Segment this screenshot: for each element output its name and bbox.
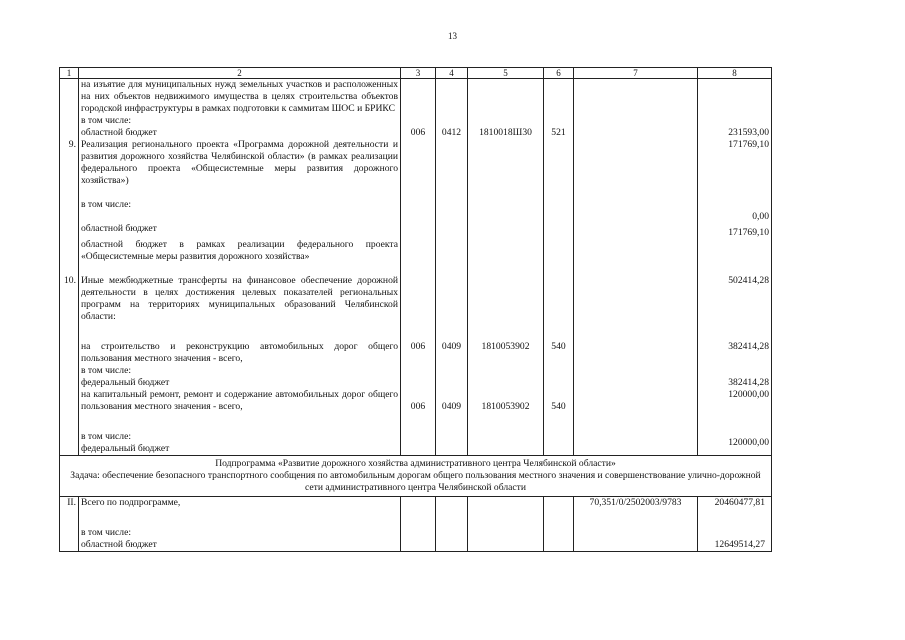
including-label: в том числе:: [81, 199, 132, 210]
amount-value: 502414,28: [728, 275, 769, 286]
row-description: Иные межбюджетные трансферты на финансовое обеспечение дорожной деятельности в целях достижения целевых показателей региональных программ на территориях муниципальных образований Челябинской области:: [81, 275, 398, 322]
sub-item-label: федеральный бюджет: [81, 443, 170, 454]
including-label: в том числе:: [81, 527, 132, 538]
sub-item-label: областной бюджет в рамках реализации федерального проекта «Общесистемные меры развития дорожного хозяйства»: [81, 239, 398, 262]
cell-value: 0412: [441, 127, 462, 138]
amount-value: 171769,10: [728, 139, 769, 150]
sub-item-label: на капитальный ремонт, ремонт и содержание автомобильных дорог общего пользования местного значения - всего,: [81, 389, 398, 412]
header-cell: 5: [468, 68, 544, 79]
header-cell: 8: [698, 68, 772, 79]
cell-value: 006: [410, 401, 426, 412]
table-header-row: [60, 68, 772, 79]
sub-item-label: областной бюджет: [81, 223, 157, 234]
row-description: Реализация регионального проекта «Программа дорожной деятельности и развития дорожного хозяйства Челябинской области» (в рамках реализации федерального проекта «Общесистемные меры развития дорожного хозяйства»): [81, 139, 398, 186]
cell-value: 0409: [441, 341, 462, 352]
code-value: 70,351/0/2502003/9783: [589, 497, 682, 508]
header-cell: 1: [60, 68, 79, 79]
amount-value: 0,00: [752, 211, 769, 222]
sub-item-label: областной бюджет: [81, 127, 157, 138]
row-description: Всего по подпрограмме,: [81, 497, 181, 508]
header-cell: 6: [544, 68, 574, 79]
budget-table: [59, 67, 772, 552]
amount-value: 20460477,81: [714, 497, 765, 508]
subprogram-title: Подпрограмма «Развитие дорожного хозяйства административного центра Челябинской области»: [215, 458, 616, 469]
cell-value: 1810053902: [481, 341, 530, 352]
amount-value: 120000,00: [728, 437, 769, 448]
sub-item-label: областной бюджет: [81, 539, 157, 550]
header-cell: 4: [436, 68, 468, 79]
cell-value: 006: [410, 127, 426, 138]
subprogram-row: [60, 456, 772, 497]
including-label: в том числе:: [81, 431, 132, 442]
cell-value: 540: [551, 341, 566, 352]
amount-value: 382414,28: [728, 377, 769, 388]
row-number: II.: [67, 497, 76, 508]
sub-item-label: федеральный бюджет: [81, 377, 170, 388]
cell-value: 0409: [441, 401, 462, 412]
cell-value: 540: [551, 401, 566, 412]
amount-value: 171769,10: [728, 227, 769, 238]
subprogram-task: Задача: обеспечение безопасного транспортного сообщения по автомобильным дорогам общего пользования местного значения и совершенствование улично-дорожной сети административного центра Челябинской области: [70, 470, 761, 493]
header-cell: 7: [574, 68, 698, 79]
table-row: [60, 79, 772, 140]
amount-value: 12649514,27: [714, 539, 765, 550]
cell-value: 521: [551, 127, 566, 138]
table-row: [60, 139, 772, 275]
sub-item-label: на строительство и реконструкцию автомобильных дорог общего пользования местного значения - всего,: [81, 341, 398, 364]
header-cell: 3: [401, 68, 436, 79]
cell-value: 1810053902: [481, 401, 530, 412]
cell-value: 1810018Ш30: [479, 127, 532, 138]
table-row: [60, 497, 772, 552]
row-number: 10.: [64, 275, 76, 286]
cell-value: 006: [410, 341, 426, 352]
row-number: 9.: [68, 139, 76, 150]
amount-value: 120000,00: [728, 389, 769, 400]
table-row: [60, 275, 772, 456]
including-label: в том числе:: [81, 115, 132, 126]
header-cell: 2: [79, 68, 401, 79]
page-number: 13: [448, 31, 457, 41]
amount-value: 382414,28: [728, 341, 769, 352]
including-label: в том числе:: [81, 365, 132, 376]
amount-value: 231593,00: [728, 127, 769, 138]
row-description: на изъятие для муниципальных нужд земельных участков и расположенных на них объектов недвижимого имущества в целях строительства объектов городской инфраструктуры в рамках подготовки к саммитам ШОС и БРИКС: [81, 79, 398, 114]
